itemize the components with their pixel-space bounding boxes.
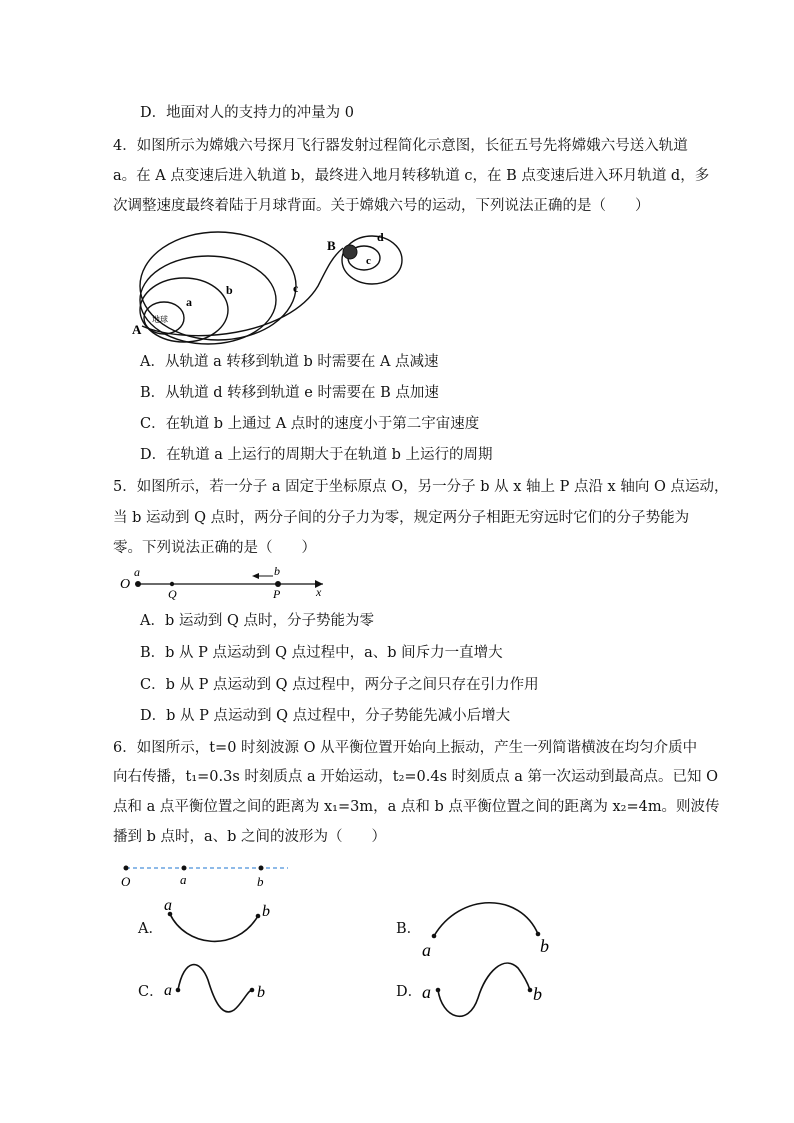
label-a: a <box>164 982 172 999</box>
waveform-curve <box>178 965 252 1012</box>
point-a <box>182 866 187 871</box>
point-a <box>176 988 181 993</box>
orbit-d <box>342 236 402 284</box>
label-B: B <box>327 238 336 253</box>
point-O <box>124 866 129 871</box>
waveform-curve <box>170 914 258 941</box>
point-b <box>256 914 261 919</box>
q3-option-d: D．地面对人的支持力的冲量为 0 <box>140 105 354 121</box>
q6-option-d-label: D． <box>396 984 423 1000</box>
q5-option-d: D．b 从 P 点运动到 Q 点过程中，分子势能先减小后增大 <box>140 708 511 724</box>
point-a <box>436 988 441 993</box>
waveform-curve <box>434 903 538 936</box>
wave-medium-diagram <box>118 860 298 890</box>
q6-stem-line4: 播到 b 点时，a、b 之间的波形为（ ） <box>113 829 387 845</box>
q4-stem-line1: 4．如图所示为嫦娥六号探月飞行器发射过程简化示意图，长征五号先将嫦娥六号送入轨道 <box>113 138 688 154</box>
molecule-axis-diagram <box>118 564 328 601</box>
label-a: a <box>180 872 187 887</box>
q5-stem-line3: 零。下列说法正确的是（ ） <box>113 540 316 556</box>
label-O: O <box>120 577 131 592</box>
label-a: a <box>134 565 140 579</box>
label-P: P <box>273 587 281 601</box>
q6-option-d-waveform <box>420 958 560 1022</box>
label-O: O <box>121 874 131 889</box>
point-Q <box>170 582 174 586</box>
point-a <box>432 934 437 939</box>
orbit-a <box>140 278 228 342</box>
label-Q: Q <box>168 587 177 601</box>
q6-option-b-waveform <box>420 896 560 960</box>
q5-stem-line2: 当 b 运动到 Q 点时，两分子间的分子力为零，规定两分子相距无穷远时它们的分子势能为 <box>113 510 690 526</box>
q6-stem-line1: 6．如图所示，t=0 时刻波源 O 从平衡位置开始向上振动，产生一列简谐横波在均匀介质中 <box>113 740 698 756</box>
q6-stem-line2: 向右传播，t₁=0.3s 时刻质点 a 开始运动，t₂=0.4s 时刻质点 a 第一次运动到最高点。已知 O <box>113 769 719 785</box>
q4-option-b: B．从轨道 d 转移到轨道 e 时需要在 B 点加速 <box>140 385 439 401</box>
label-d: d <box>377 230 384 244</box>
point-b <box>259 866 264 871</box>
label-b: b <box>540 936 549 956</box>
q5-stem-line1: 5．如图所示，若一分子 a 固定于坐标原点 O，另一分子 b 从 x 轴上 P 点沿 x 轴向 O 点运动， <box>113 479 729 495</box>
moon-icon <box>343 245 357 259</box>
label-c-moon: c <box>366 255 371 267</box>
q4-option-d: D．在轨道 a 上运行的周期大于在轨道 b 上运行的周期 <box>140 447 493 463</box>
label-c: c <box>293 281 299 295</box>
q6-option-c-label: C． <box>138 984 164 1000</box>
q5-option-a: A．b 运动到 Q 点时，分子势能为零 <box>140 613 374 629</box>
q6-option-c-waveform <box>160 960 280 1020</box>
q5-option-c: C．b 从 P 点运动到 Q 点过程中，两分子之间只存在引力作用 <box>140 677 539 693</box>
label-b: b <box>226 283 233 297</box>
label-a: a <box>422 982 431 1002</box>
label-b: b <box>262 903 270 920</box>
q6-option-b-label: B． <box>396 921 422 937</box>
orbit-diagram <box>128 226 418 346</box>
point-b <box>528 988 533 993</box>
label-a: a <box>186 295 192 309</box>
q4-stem-line3: 次调整速度最终着陆于月球背面。关于嫦娥六号的运动，下列说法正确的是（ ） <box>113 198 650 214</box>
q4-stem-line2: a。在 A 点变速后进入轨道 b，最终进入地月转移轨道 c，在 B 点变速后进入环月轨道 d，多 <box>113 168 710 184</box>
waveform-curve <box>438 963 530 1016</box>
orbit-b <box>140 256 276 344</box>
q4-option-a: A．从轨道 a 转移到轨道 b 时需要在 A 点减速 <box>140 354 439 370</box>
label-b: b <box>257 874 264 889</box>
label-x: x <box>316 585 322 599</box>
velocity-arrowhead <box>252 573 259 579</box>
label-a: a <box>164 897 172 914</box>
q6-stem-line3: 点和 a 点平衡位置之间的距离为 x₁=3m，a 点和 b 点平衡位置之间的距离为 x₂=4m。则波传 <box>113 799 720 815</box>
label-b: b <box>274 564 280 578</box>
q4-option-c: C．在轨道 b 上通过 A 点时的速度小于第二宇宙速度 <box>140 416 480 432</box>
label-b: b <box>533 984 542 1004</box>
point-b <box>250 988 255 993</box>
q6-option-a-label: A． <box>138 921 163 937</box>
q5-option-b: B．b 从 P 点运动到 Q 点过程中，a、b 间斥力一直增大 <box>140 645 503 661</box>
point-O <box>135 581 141 587</box>
orbit-c-transfer <box>142 248 343 336</box>
label-earth: 地球 <box>152 315 168 324</box>
label-A: A <box>132 322 142 337</box>
label-a: a <box>422 940 431 960</box>
label-b: b <box>257 984 265 1001</box>
q6-option-a-waveform <box>160 896 280 956</box>
